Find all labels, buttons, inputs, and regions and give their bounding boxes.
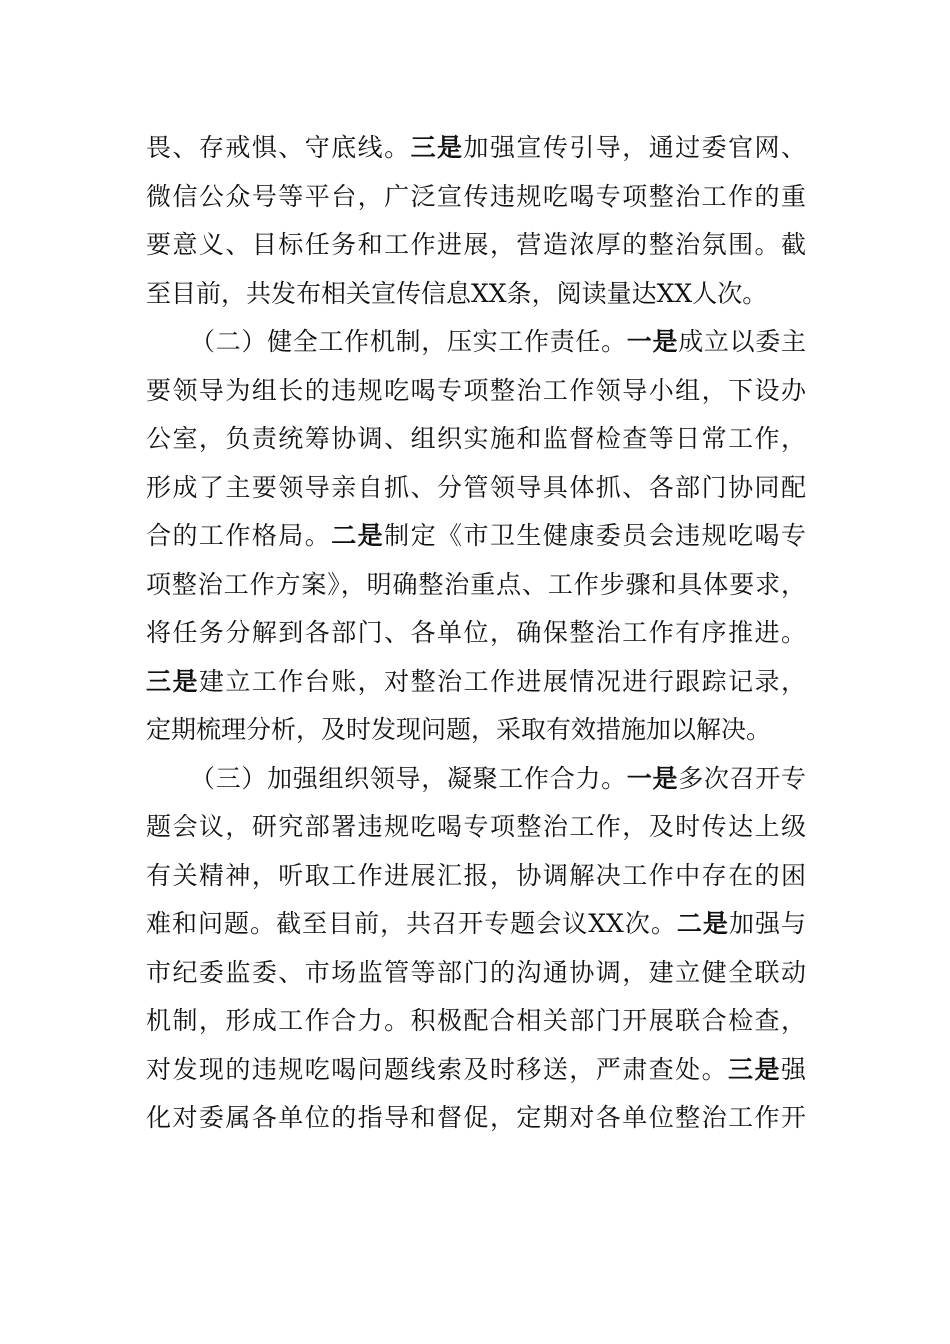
bold-marker: 三是 (146, 666, 199, 696)
text-run: 微信公众号等平台，广泛宣传违规吃喝专项整治工作的重 (146, 181, 806, 211)
text-line (146, 1094, 806, 1143)
text-line (146, 367, 806, 416)
text-run: 强 (780, 1054, 806, 1084)
text-run: （二）健全工作机制，压实工作责任。 (190, 327, 627, 356)
text-line (146, 997, 806, 1046)
text-run: 合的工作格局。 (146, 521, 332, 550)
bold-marker: 三是 (410, 133, 464, 162)
text-line (146, 173, 806, 222)
text-line (146, 900, 806, 949)
text-run: 难和问题。截至目前，共召开专题会议XX次。 (146, 909, 677, 938)
text-line (146, 852, 806, 901)
text-run: 建立工作台账，对整治工作进展情况进行跟踪记录， (198, 666, 806, 696)
text-run: 公室，负责统筹协调、组织实施和监督检查等日常工作， (146, 424, 806, 453)
text-line (146, 658, 806, 707)
text-run: 对发现的违规吃喝问题线索及时移送，严肃查处。 (146, 1054, 729, 1084)
text-line (146, 512, 806, 561)
text-run: 机制，形成工作合力。积极配合相关部门开展联合检查， (146, 1006, 806, 1035)
text-line (146, 318, 806, 367)
text-line (146, 124, 806, 173)
text-run: 畏、存戒惧、守底线。 (146, 133, 411, 162)
bold-marker: 二是 (676, 909, 729, 938)
text-run: 形成了主要领导亲自抓、分管领导具体抓、各部门协同配 (146, 472, 806, 502)
text-line (146, 609, 806, 658)
text-run: 多次召开专 (678, 763, 806, 793)
text-run: 制定《市卫生健康委员会违规吃喝专 (384, 521, 806, 550)
text-run: 要意义、目标任务和工作进展，营造浓厚的整治氛围。截 (146, 230, 806, 259)
text-line (146, 949, 806, 998)
text-run: 加强与 (728, 909, 806, 938)
text-run: 市纪委监委、市场监管等部门的沟通协调，建立健全联动 (146, 957, 806, 987)
bold-marker: 二是 (331, 521, 385, 550)
text-run: 化对委属各单位的指导和督促，定期对各单位整治工作开 (146, 1103, 806, 1132)
bold-marker: 三是 (728, 1054, 781, 1084)
text-run: （三）加强组织领导，凝聚工作合力。 (190, 763, 627, 793)
text-run: 至目前，共发布相关宣传信息XX条，阅读量达XX人次。 (146, 278, 768, 308)
bold-marker: 一是 (626, 327, 679, 356)
document-body (146, 124, 806, 1143)
text-line (146, 755, 806, 804)
text-line (146, 561, 806, 610)
text-run: 定期梳理分析，及时发现问题，采取有效措施加以解决。 (146, 715, 772, 744)
text-line (146, 415, 806, 464)
text-run: 将任务分解到各部门、各单位，确保整治工作有序推进。 (146, 618, 806, 647)
text-line (146, 1046, 806, 1095)
text-line (146, 706, 806, 755)
text-run: 有关精神，听取工作进展汇报，协调解决工作中存在的困 (146, 860, 806, 890)
text-line (146, 270, 806, 319)
bold-marker: 一是 (626, 763, 679, 793)
text-line (146, 464, 806, 513)
text-run: 要领导为组长的违规吃喝专项整治工作领导小组，下设办 (146, 375, 806, 405)
text-run: 加强宣传引导，通过委官网、 (463, 133, 806, 162)
text-run: 题会议，研究部署违规吃喝专项整治工作，及时传达上级 (146, 812, 806, 841)
text-line (146, 803, 806, 852)
text-run: 成立以委主 (678, 327, 806, 356)
text-line (146, 221, 806, 270)
text-run: 项整治工作方案》，明确整治重点、工作步骤和具体要求， (146, 569, 806, 599)
